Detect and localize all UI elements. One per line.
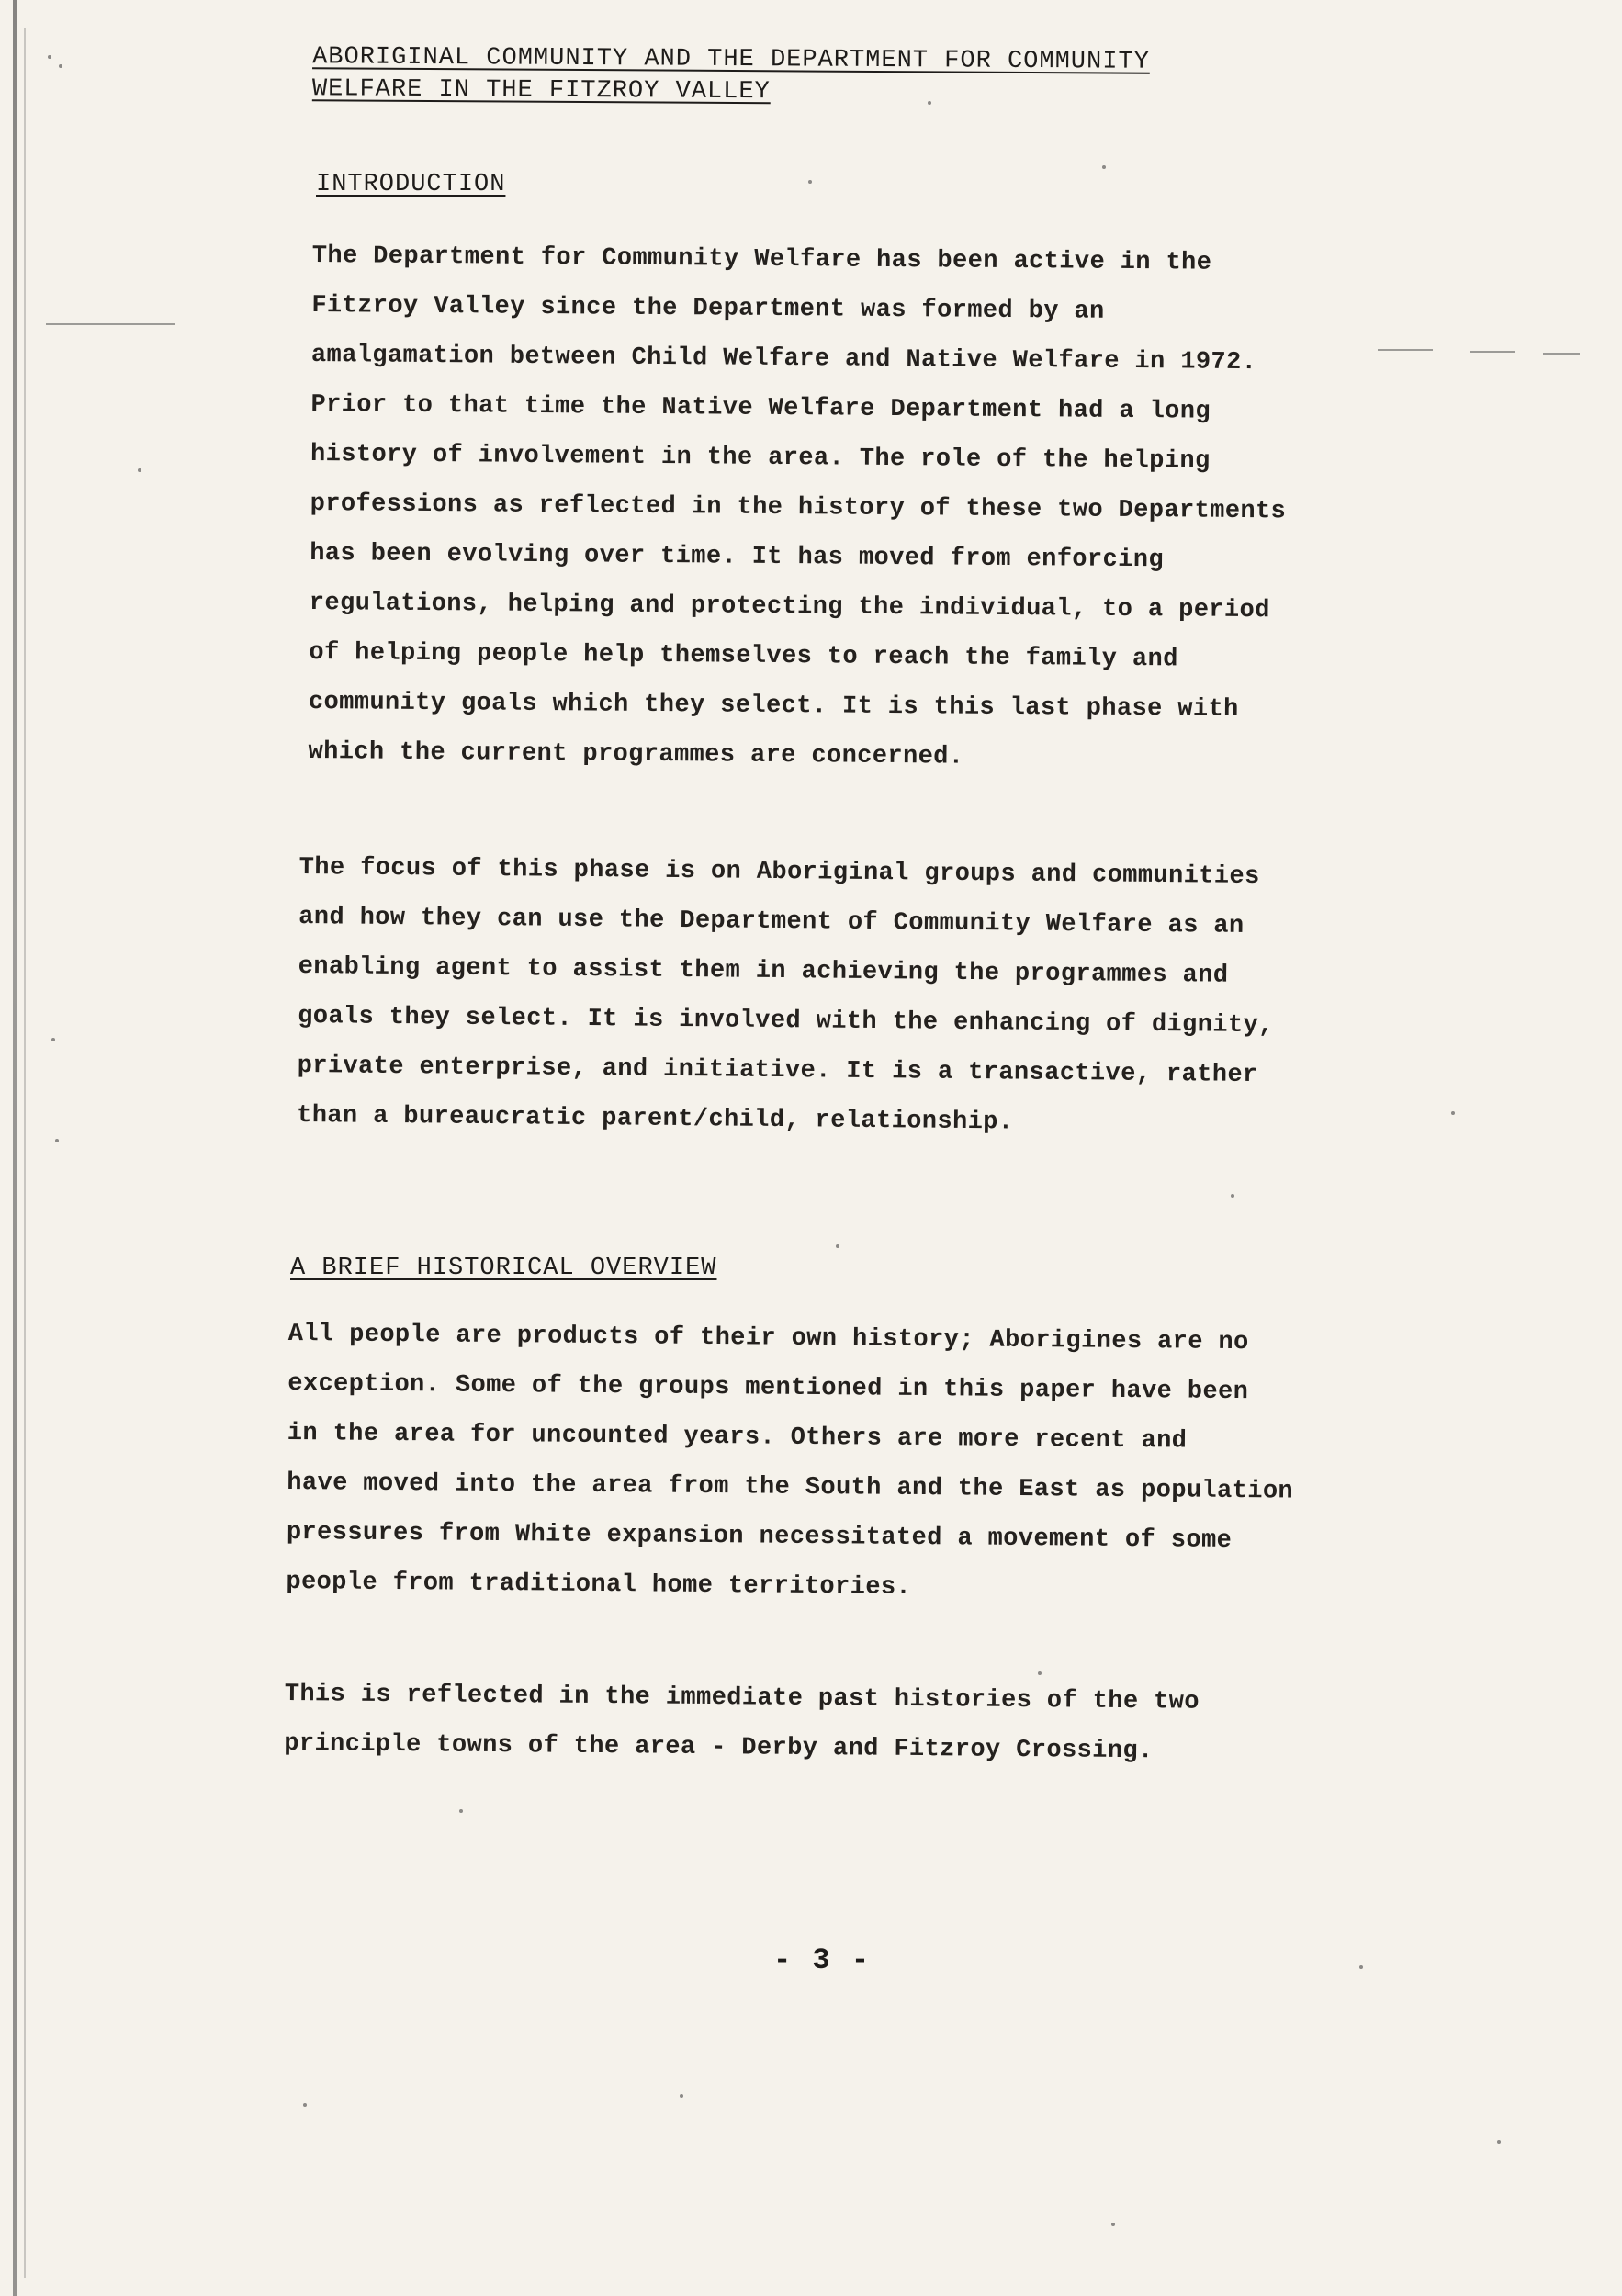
binding-edge-shadow	[24, 28, 26, 2278]
text-line: professions as reflected in the history of these two Departments	[310, 490, 1287, 526]
title-line-2: WELFARE IN THE FITZROY VALLEY	[311, 75, 771, 107]
text-line: community goals which they select. It is this last phase with	[308, 688, 1239, 724]
text-line: regulations, helping and protecting the individual, to a period	[309, 589, 1270, 625]
scan-speck	[138, 468, 141, 472]
historical-overview-paragraph-1	[286, 1310, 1295, 1616]
page-number: - 3 -	[773, 1943, 872, 1977]
scan-speck	[836, 1244, 839, 1248]
scan-speck	[459, 1809, 463, 1813]
scan-speck	[808, 180, 812, 184]
text-line: The focus of this phase is on Aboriginal groups and communities	[298, 853, 1260, 892]
introduction-paragraph-2	[297, 843, 1276, 1150]
scan-speck	[1038, 1671, 1042, 1675]
text-line: pressures from White expansion necessitated a movement of some	[286, 1518, 1233, 1555]
text-line: enabling agent to assist them in achieving the programmes and	[298, 952, 1229, 990]
text-line: principle towns of the area - Derby and Fitzroy Crossing.	[284, 1729, 1154, 1766]
text-line: goals they select. It is involved with the enhancing of dignity,	[298, 1002, 1274, 1041]
scan-mark	[1378, 349, 1433, 351]
scan-speck	[59, 64, 62, 68]
text-line: Prior to that time the Native Welfare Department had a long	[310, 390, 1211, 426]
text-line: which the current programmes are concerned.	[308, 737, 964, 771]
scan-speck	[51, 1038, 55, 1041]
scan-speck	[1102, 165, 1106, 169]
scan-speck	[928, 101, 931, 105]
text-line: in the area for uncounted years. Others are more recent and	[287, 1419, 1188, 1456]
text-line: amalgamation between Child Welfare and Native Welfare in 1972.	[310, 341, 1257, 377]
text-line: than a bureaucratic parent/child, relationship.	[297, 1101, 1014, 1137]
scan-speck	[1497, 2140, 1501, 2144]
text-line: exception. Some of the groups mentioned in this paper have been	[287, 1369, 1249, 1407]
scan-speck	[1451, 1111, 1455, 1115]
text-line: All people are products of their own history; Aborigines are no	[287, 1320, 1249, 1357]
text-line: people from traditional home territories.	[286, 1568, 912, 1602]
document-title	[312, 41, 1150, 111]
scan-speck	[680, 2094, 683, 2098]
text-line: has been evolving over time. It has moved from enforcing	[310, 539, 1165, 575]
binding-edge	[13, 0, 17, 2296]
introduction-paragraph-1	[308, 231, 1288, 784]
text-line: This is reflected in the immediate past histories of the two	[284, 1680, 1200, 1716]
text-line: have moved into the area from the South and the East as population	[287, 1469, 1294, 1506]
historical-overview-paragraph-2	[284, 1670, 1200, 1777]
text-line: history of involvement in the area. The role of the helping	[310, 440, 1211, 476]
scan-speck	[1359, 1965, 1363, 1969]
text-line: Fitzroy Valley since the Department was formed by an	[311, 291, 1105, 326]
scan-mark	[46, 323, 175, 325]
text-line: of helping people help themselves to reach the family and	[309, 638, 1178, 674]
historical-overview-heading: A BRIEF HISTORICAL OVERVIEW	[290, 1255, 717, 1282]
text-line: private enterprise, and initiative. It is a transactive, rather	[297, 1052, 1258, 1090]
scan-mark	[1470, 351, 1515, 353]
title-line-1: ABORIGINAL COMMUNITY AND THE DEPARTMENT FOR COMMUNITY	[312, 43, 1150, 76]
scan-mark	[1543, 353, 1580, 355]
text-line: and how they can use the Department of Community Welfare as an	[298, 903, 1245, 940]
scan-speck	[1111, 2223, 1115, 2226]
scan-speck	[48, 55, 51, 59]
introduction-heading: INTRODUCTION	[316, 171, 506, 198]
scan-speck	[1231, 1194, 1234, 1198]
scan-speck	[303, 2103, 307, 2107]
scan-speck	[55, 1139, 59, 1142]
text-line: The Department for Community Welfare has been active in the	[311, 242, 1212, 277]
